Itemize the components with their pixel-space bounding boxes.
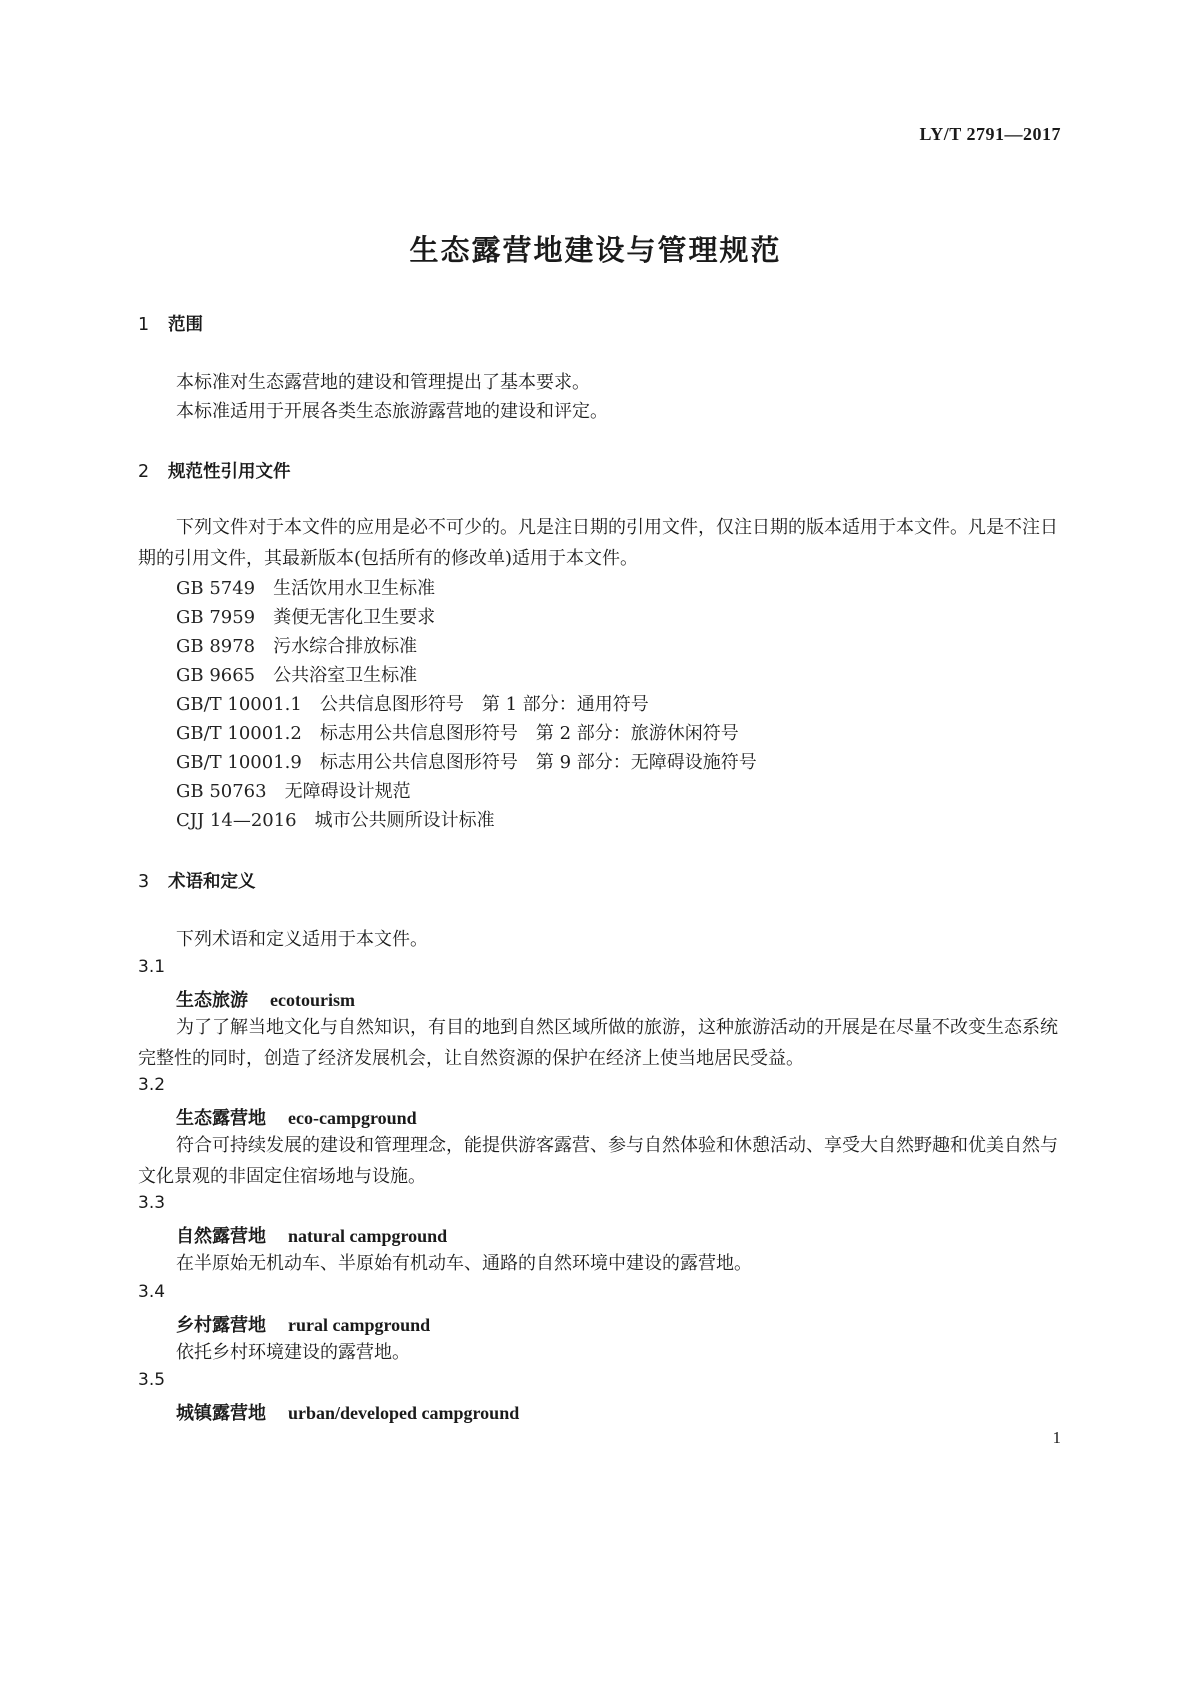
section-1-heading <box>138 311 203 336</box>
term-en: rural campground <box>288 1315 431 1335</box>
reference-title: 污水综合排放标准 <box>273 636 418 657</box>
reference-title: 标志用公共信息图形符号 第 2 部分：旅游休闲符号 <box>319 723 739 744</box>
term-number: 3.3 <box>138 1193 166 1213</box>
reference-item <box>176 632 417 658</box>
term-number: 3.2 <box>138 1075 166 1095</box>
scope-para-2: 本标准适用于开展各类生态旅游露营地的建设和评定。 <box>176 401 608 422</box>
reference-item <box>176 690 649 716</box>
reference-title: 城市公共厕所设计标准 <box>314 810 495 831</box>
reference-code: GB 5749 <box>176 578 256 599</box>
term-number: 3.1 <box>138 957 166 977</box>
reference-code: GB/T 10001.9 <box>176 752 302 773</box>
reference-code: GB/T 10001.2 <box>176 723 302 744</box>
term-en: ecotourism <box>270 990 355 1010</box>
section-title: 规范性引用文件 <box>168 462 291 482</box>
section-number: 1 <box>138 315 150 335</box>
term-zh: 乡村露营地 <box>176 1315 266 1336</box>
section-number: 2 <box>138 462 150 482</box>
term-heading <box>176 1399 519 1425</box>
reference-item <box>176 777 411 803</box>
section-3-heading <box>138 868 256 893</box>
term-en: natural campground <box>288 1226 448 1246</box>
standard-code: LY/T 2791—2017 <box>919 124 1061 144</box>
scope-para-1: 本标准对生态露营地的建设和管理提出了基本要求。 <box>176 372 590 393</box>
term-heading <box>176 1104 417 1130</box>
reference-code: GB 7959 <box>176 607 256 628</box>
reference-item <box>176 748 757 774</box>
reference-title: 标志用公共信息图形符号 第 9 部分：无障碍设施符号 <box>319 752 757 773</box>
reference-title: 公共信息图形符号 第 1 部分：通用符号 <box>319 694 649 715</box>
page-number: 1 <box>1052 1428 1061 1447</box>
reference-item <box>176 574 435 600</box>
term-definition: 符合可持续发展的建设和管理理念，能提供游客露营、参与自然体验和休憩活动、享受大自然野趣和优美自然与文化景观的非固定住宿场地与设施。 <box>138 1135 1058 1187</box>
reference-title: 无障碍设计规范 <box>284 781 411 802</box>
reference-title: 公共浴室卫生标准 <box>273 665 418 686</box>
reference-code: GB/T 10001.1 <box>176 694 302 715</box>
references-intro: 下列文件对于本文件的应用是必不可少的。凡是注日期的引用文件，仅注日期的版本适用于本文件。凡是不注日期的引用文件，其最新版本(包括所有的修改单)适用于本文件。 <box>138 517 1058 569</box>
reference-item <box>176 719 739 745</box>
reference-code: GB 50763 <box>176 781 267 802</box>
term-definition: 依托乡村环境建设的露营地。 <box>176 1342 410 1363</box>
terms-intro: 下列术语和定义适用于本文件。 <box>176 929 428 950</box>
section-title: 术语和定义 <box>168 872 256 892</box>
reference-code: GB 9665 <box>176 665 256 686</box>
term-en: urban/developed campground <box>288 1403 520 1423</box>
reference-code: CJJ 14—2016 <box>176 810 297 831</box>
reference-item <box>176 661 417 687</box>
term-zh: 自然露营地 <box>176 1226 266 1247</box>
term-zh: 生态露营地 <box>176 1108 266 1129</box>
section-number: 3 <box>138 872 150 892</box>
reference-title: 粪便无害化卫生要求 <box>273 607 436 628</box>
term-definition: 在半原始无机动车、半原始有机动车、通路的自然环境中建设的露营地。 <box>176 1253 752 1274</box>
term-heading <box>176 1311 430 1337</box>
term-en: eco-campground <box>288 1108 417 1128</box>
reference-item <box>176 806 495 832</box>
term-definition: 为了了解当地文化与自然知识，有目的地到自然区域所做的旅游，这种旅游活动的开展是在尽量不改变生态系统完整性的同时，创造了经济发展机会，让自然资源的保护在经济上使当地居民受益。 <box>138 1017 1058 1069</box>
term-heading <box>176 1222 447 1248</box>
term-zh: 生态旅游 <box>176 990 248 1011</box>
reference-code: GB 8978 <box>176 636 256 657</box>
term-number: 3.4 <box>138 1282 166 1302</box>
section-title: 范围 <box>168 315 203 335</box>
term-heading <box>176 986 355 1012</box>
document-title: 生态露营地建设与管理规范 <box>409 233 782 267</box>
term-zh: 城镇露营地 <box>176 1403 266 1424</box>
section-2-heading <box>138 458 291 483</box>
reference-item <box>176 603 435 629</box>
term-number: 3.5 <box>138 1370 166 1390</box>
reference-title: 生活饮用水卫生标准 <box>273 578 436 599</box>
